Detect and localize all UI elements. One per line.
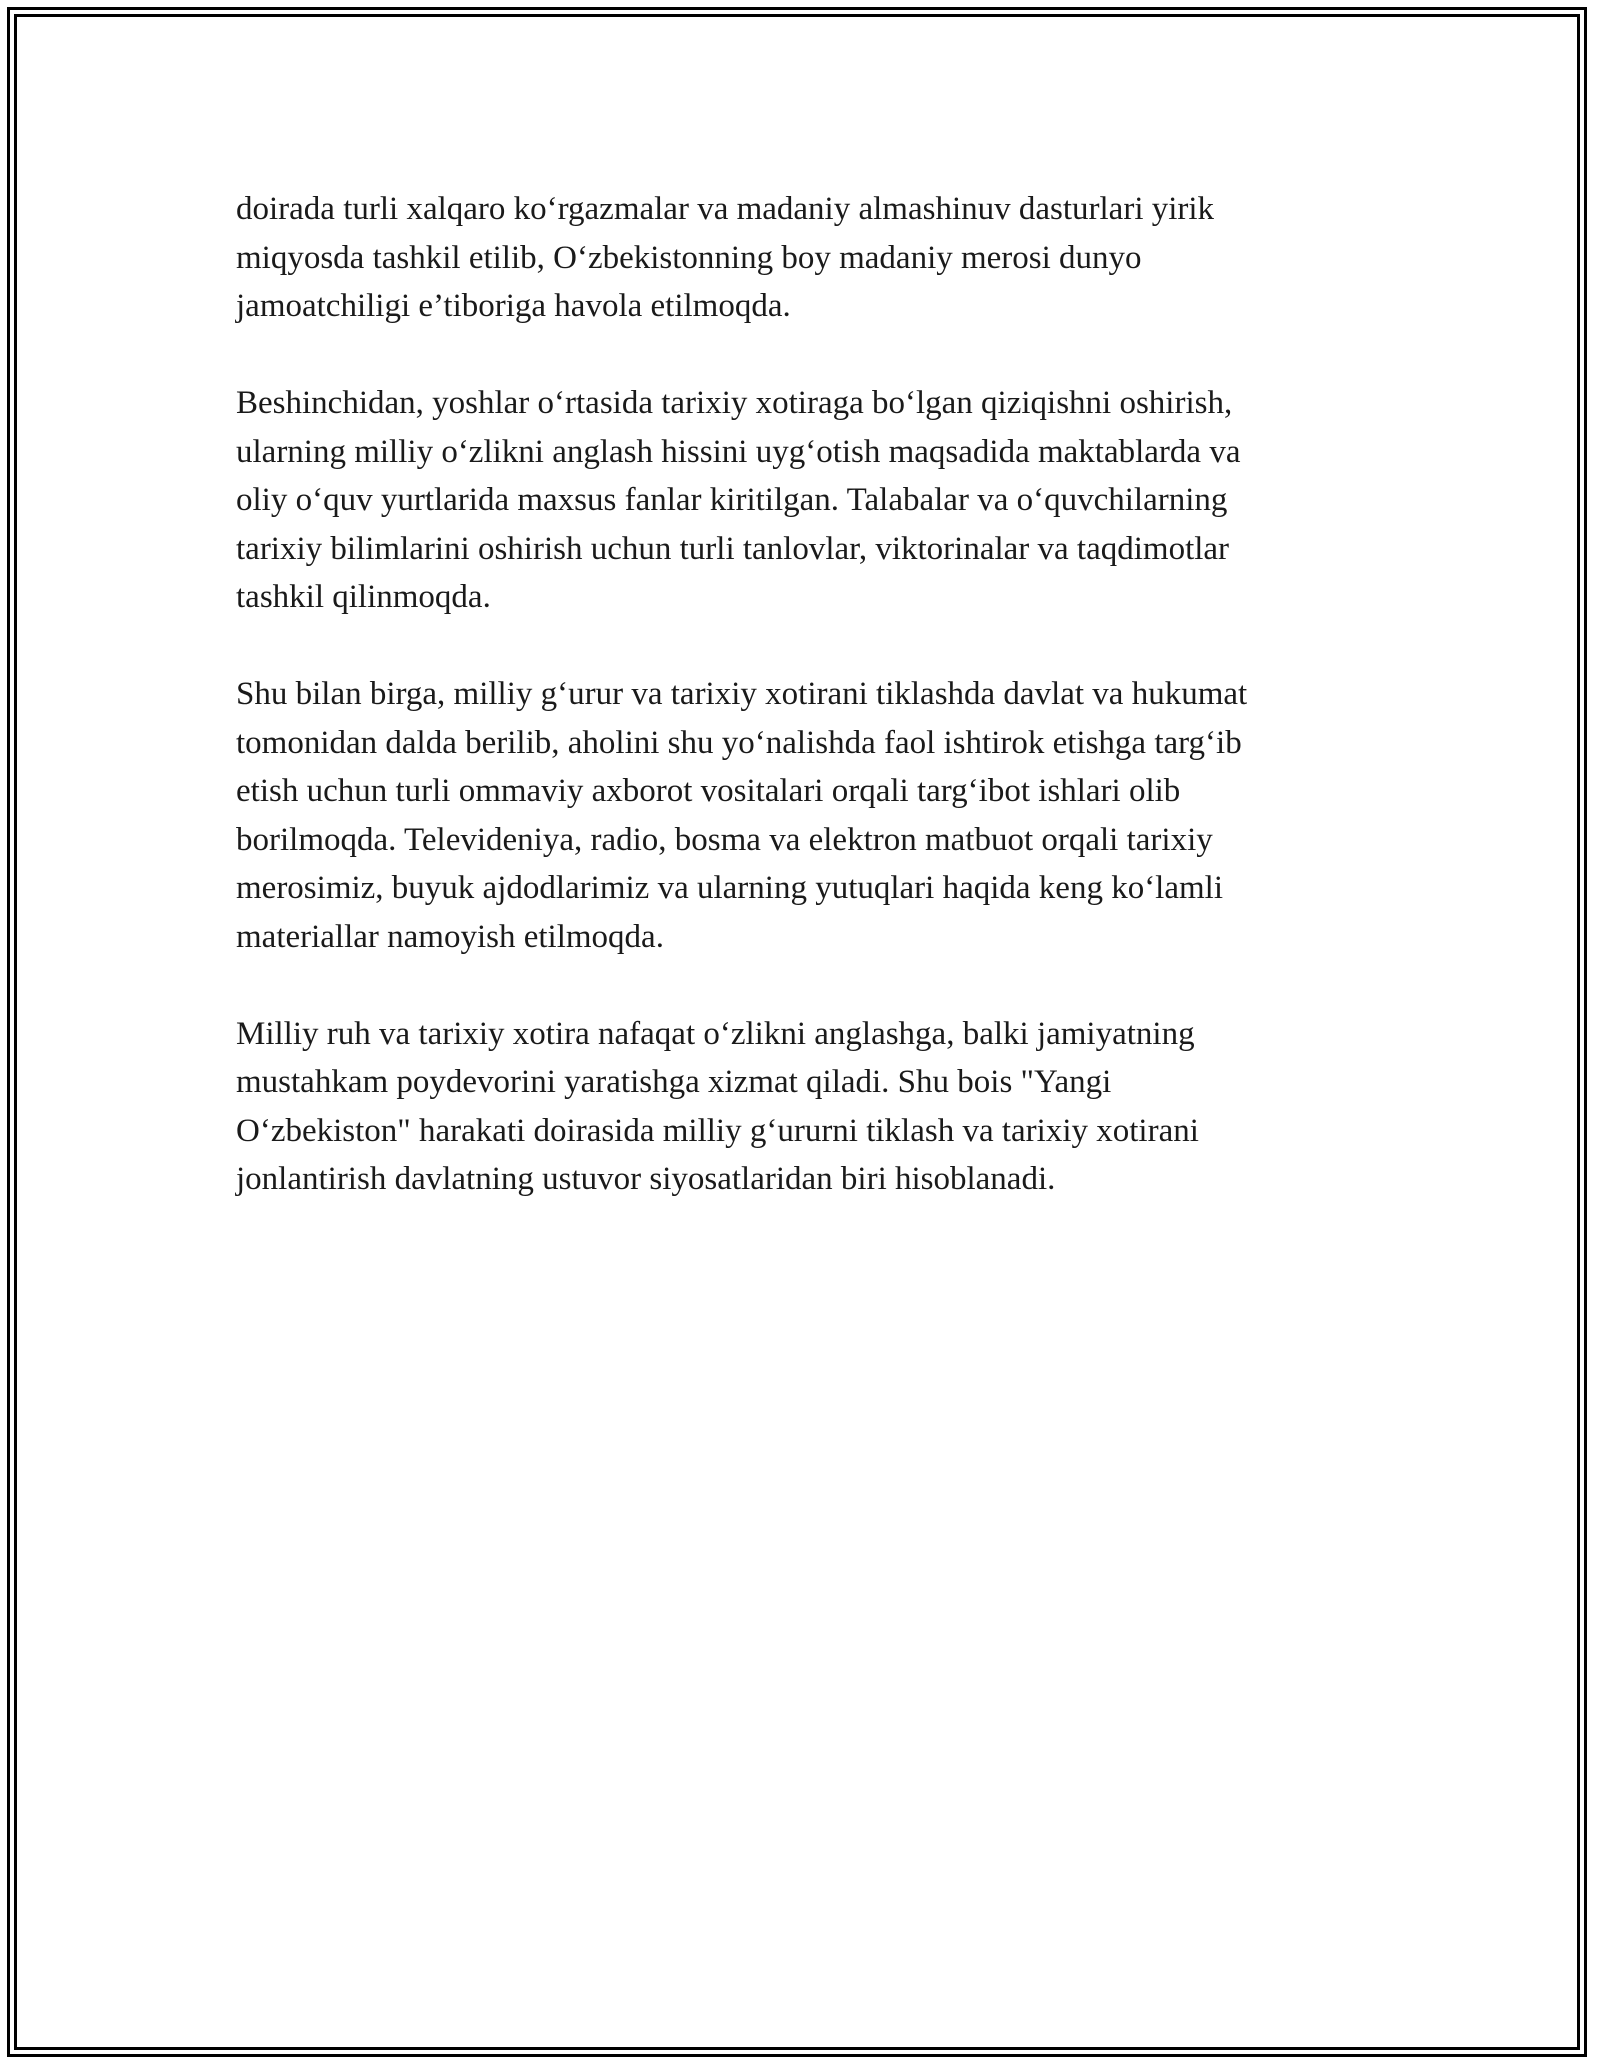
paragraph-3: Shu bilan birga, milliy g‘urur va tarixiy xotirani tiklashda davlat va hukumat tomonidan dalda berilib, aholini shu yo‘nalishda faol ishtirok etishga targ‘ib etish uchun turli ommaviy axborot vositalari orqali targ‘ibot ishlari olib borilmoqda. Televideniya, radio, bosma va elektron matbuot orqali tarixiy merosimiz, buyuk ajdodlarimiz va ularning yutuqlari haqida keng ko‘lamli materiallar namoyish etilmoqda.: [236, 676, 1248, 955]
document-body: [236, 185, 1366, 1252]
paragraph-1: doirada turli xalqaro ko‘rgazmalar va madaniy almashinuv dasturlari yirik miqyosda tashkil etilib, O‘zbekistonning boy madaniy merosi dunyo jamoatchiligi e’tiboriga havola etilmoqda.: [236, 191, 1215, 324]
paragraph-4: Milliy ruh va tarixiy xotira nafaqat o‘zlikni anglashga, balki jamiyatning mustahkam poydevorini yaratishga xizmat qiladi. Shu bois "Yangi O‘zbekiston" harakati doirasida milliy g‘ururni tiklash va tarixiy xotirani jonlantirish davlatning ustuvor siyosatlaridan biri hisoblanadi.: [236, 1015, 1199, 1197]
paragraph-2: Beshinchidan, yoshlar o‘rtasida tarixiy xotiraga bo‘lgan qiziqishni oshirish, ularning milliy o‘zlikni anglash hissini uyg‘otish maqsadida maktablarda va oliy o‘quv yurtlarida maxsus fanlar kiritilgan. Talabalar va o‘quvchilarning tarixiy bilimlarini oshirish uchun turli tanlovlar, viktorinalar va taqdimotlar tashkil qilinmoqda.: [236, 385, 1241, 615]
